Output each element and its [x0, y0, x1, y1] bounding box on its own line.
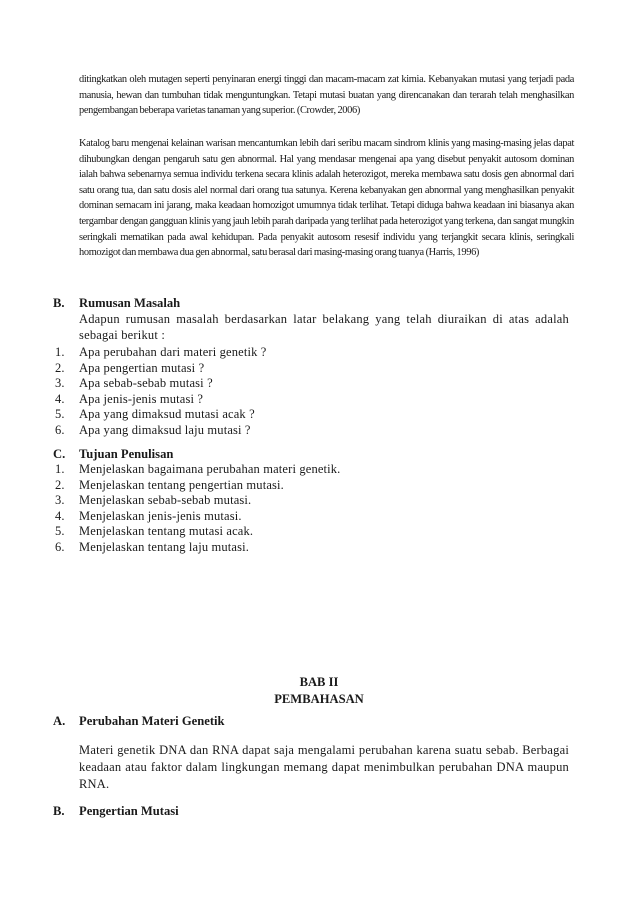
- list-item: [0, 478, 600, 494]
- list-number: 4.: [55, 508, 65, 523]
- list-item: [0, 540, 600, 556]
- list-number: 6.: [55, 539, 65, 554]
- list-text: Apa jenis-jenis mutasi ?: [79, 391, 204, 406]
- list-number: 2.: [55, 360, 65, 375]
- list-item: [0, 345, 600, 361]
- list-text: Menjelaskan tentang laju mutasi.: [79, 539, 250, 554]
- chapter-number: BAB II: [299, 675, 339, 689]
- list-item: [0, 376, 600, 392]
- section-heading-tujuan-penulisan: [0, 447, 638, 463]
- list-text: Apa yang dimaksud laju mutasi ?: [79, 422, 251, 437]
- perubahan-materi-genetik-body: Materi genetik DNA dan RNA dapat saja mengalami perubahan karena suatu sebab. Berbagai keadaan atau faktor dalam lingkungan memang dapat menimbulkan perubahan DNA maupun RNA.: [79, 743, 569, 791]
- list-number: 5.: [55, 407, 65, 422]
- section-heading-pengertian-mutasi: [0, 804, 638, 820]
- section-letter: A.: [53, 714, 66, 728]
- list-item: [0, 462, 600, 478]
- list-number: 5.: [55, 524, 65, 539]
- list-text: Menjelaskan tentang pengertian mutasi.: [79, 477, 284, 492]
- list-text: Menjelaskan tentang mutasi acak.: [79, 524, 254, 539]
- list-number: 3.: [55, 493, 65, 508]
- list-number: 1.: [55, 345, 65, 359]
- tujuan-penulisan-list: [0, 462, 600, 556]
- section-heading-perubahan-materi-genetik: [0, 714, 638, 730]
- list-item: [0, 361, 600, 377]
- list-item: [0, 392, 600, 408]
- section-letter: B.: [53, 804, 65, 818]
- list-text: Apa pengertian mutasi ?: [79, 360, 205, 375]
- list-number: 1.: [55, 462, 65, 476]
- list-number: 6.: [55, 422, 65, 437]
- list-text: Menjelaskan sebab-sebab mutasi.: [79, 493, 252, 508]
- section-title: Tujuan Penulisan: [79, 447, 174, 461]
- list-item: [0, 407, 600, 423]
- rumusan-masalah-intro: Adapun rumusan masalah berdasarkan latar belakang yang telah diuraikan di atas adalah sebagai berikut :: [79, 312, 569, 342]
- list-item: [0, 493, 600, 509]
- list-text: Menjelaskan bagaimana perubahan materi genetik.: [79, 462, 341, 476]
- rumusan-masalah-list: [0, 345, 600, 439]
- list-item: [0, 509, 600, 525]
- list-number: 2.: [55, 477, 65, 492]
- paragraph-disease-catalog: Katalog baru mengenai kelainan warisan mencantumkan lebih dari seribu macam sindrom klinis yang masing-masing jelas dapat dihubungkan dengan pengaruh satu gen abnormal. Hal yang mendasar mengenai apa yang disebut penyakit autosom dominan ialah bahwa sebenarnya semua individu terkena secara klinis adalah heterozigot, mereka membawa satu dosis gen abnormal dari satu orang tua, dan satu dosis alel normal dari orang tua satunya. Kerena kebanyakan gen abnormal yang menghasilkan penyakit dominan semacam ini jarang, maka keadaan homozigot umumnya tidak terlihat. Tetapi diduga bahwa keadaan ini biasanya akan tergambar dengan gangguan klinis yang jauh lebih parah daripada yang terlihat pada heterozigot yang terkena, dan sangat mungkin seringkali mematikan pada awal kehidupan. Pada penyakit autosom resesif individu yang terjangkit secara klinis, seringkali homozigot dan membawa dua gen abnormal, satu berasal dari masing-masing orang tuanya (Harris, 1996): [79, 138, 574, 259]
- section-letter: C.: [53, 447, 66, 461]
- list-number: 4.: [55, 391, 65, 406]
- list-number: 3.: [55, 376, 65, 391]
- chapter-title: PEMBAHASAN: [274, 692, 364, 706]
- section-heading-rumusan-masalah: [0, 296, 638, 312]
- list-item: [0, 423, 600, 439]
- list-text: Apa yang dimaksud mutasi acak ?: [79, 407, 255, 422]
- section-title: Pengertian Mutasi: [79, 804, 179, 818]
- list-text: Apa sebab-sebab mutasi ?: [79, 376, 213, 391]
- list-text: Apa perubahan dari materi genetik ?: [79, 345, 267, 359]
- paragraph-mutation-intro: ditingkatkan oleh mutagen seperti penyinaran energi tinggi dan macam-macam zat kimia. Kebanyakan mutasi yang terjadi pada manusia, hewan dan tumbuhan tidak menguntungkan. Tetapi mutasi buatan yang direncanakan dan terarah telah menghasilkan pengembangan beberapa varietas tanaman yang superior. (Crowder, 2006): [79, 74, 574, 117]
- section-title: Perubahan Materi Genetik: [79, 714, 225, 728]
- list-text: Menjelaskan jenis-jenis mutasi.: [79, 508, 242, 523]
- section-title: Rumusan Masalah: [79, 296, 181, 310]
- section-letter: B.: [53, 296, 65, 310]
- list-item: [0, 524, 600, 540]
